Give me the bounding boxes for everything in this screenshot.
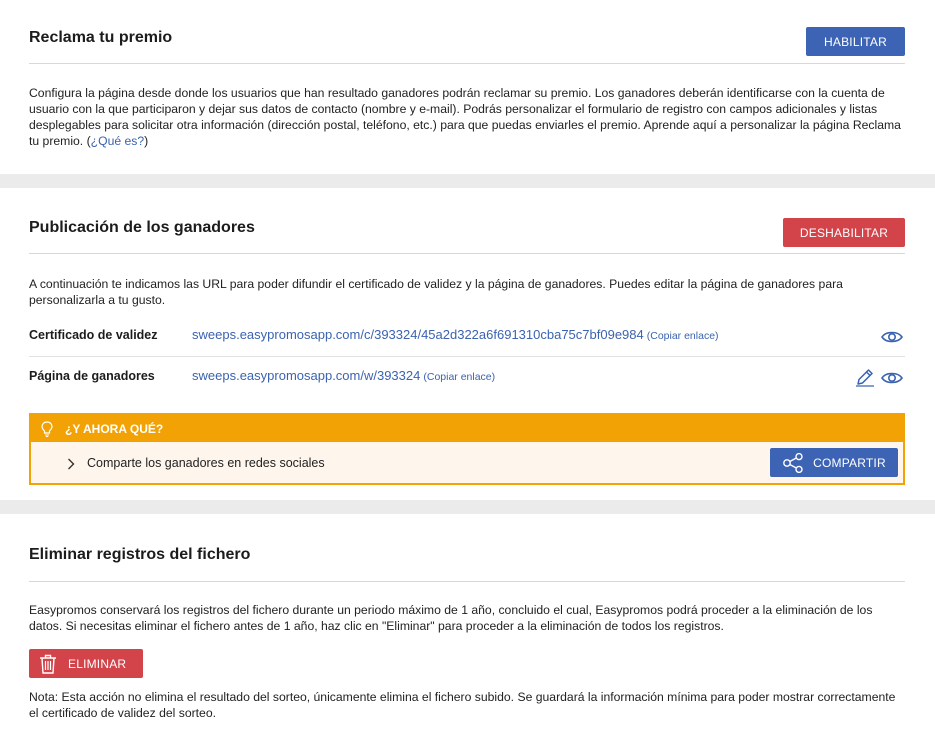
delete-records-header (29, 514, 905, 582)
winners-page-row (29, 358, 905, 398)
what-now-title: ¿Y AHORA QUÉ? (65, 422, 164, 436)
what-now-header (31, 415, 903, 442)
delete-records-title: Eliminar registros del fichero (29, 546, 251, 563)
share-button[interactable] (770, 448, 898, 477)
claim-prize-header (29, 0, 905, 64)
delete-button-label: ELIMINAR (68, 656, 127, 671)
winners-title: Publicación de los ganadores (29, 219, 255, 236)
winners-page-label: Página de ganadores (29, 369, 155, 383)
trash-icon (39, 654, 57, 674)
delete-records-panel (0, 514, 935, 751)
claim-prize-description: Configura la página desde donde los usuarios que han resultado ganadores podrán reclamar su premio. Los ganadores deberán identificarse con la cuenta de usuario con la que participaron y dejar sus datos de contacto (nombre y e-mail). Podrás personalizar el formulario de registro con campos adicionales y listas desplegables para solicitar otra información (dirección postal, teléfono, etc.) para que puedas enviarles el premio. Aprende aquí a personalizar la página Reclama tu premio. (¿Qué es?) (29, 86, 901, 148)
certificate-row (29, 317, 905, 357)
copy-certificate-link[interactable]: (Copiar enlace) (646, 330, 719, 342)
winners-publication-panel (0, 188, 935, 500)
disable-button[interactable]: DESHABILITAR (783, 218, 905, 247)
delete-note: Nota: Esta acción no elimina el resultado del sorteo, únicamente elimina el fichero subido. Se guardará la información mínima para poder mostrar correctamente el certificado de validez del sorteo. (29, 690, 896, 720)
what-is-link[interactable]: ¿Qué es? (90, 134, 145, 148)
row-divider (29, 356, 905, 357)
share-button-label: COMPARTIR (813, 455, 886, 470)
certificate-url (192, 327, 719, 342)
share-icon (782, 453, 804, 473)
what-now-box (29, 413, 905, 485)
share-winners-item: Comparte los ganadores en redes sociales (87, 456, 325, 470)
chevron-right-icon (67, 458, 75, 470)
copy-winners-page-link[interactable]: (Copiar enlace) (423, 371, 496, 383)
winners-page-url (192, 368, 495, 383)
enable-button[interactable]: HABILITAR (806, 27, 905, 56)
delete-button[interactable] (29, 649, 143, 678)
lightbulb-icon (41, 421, 53, 437)
pencil-icon[interactable] (855, 367, 875, 387)
eye-icon[interactable] (881, 330, 903, 344)
winners-page-link[interactable]: sweeps.easypromosapp.com/w/393324 (192, 368, 421, 383)
winners-header (29, 188, 905, 254)
delete-records-description: Easypromos conservará los registros del fichero durante un periodo máximo de 1 año, concluido el cual, Easypromos podrá proceder a la eliminación de los datos. Si necesitas eliminar el fichero antes de 1 año, haz clic en "Eliminar" para proceder a la eliminación de todos los registros. (29, 603, 873, 633)
winners-description: A continuación te indicamos las URL para poder difundir el certificado de validez y la página de ganadores. Puedes editar la página de ganadores para personalizarla a tu gusto. (29, 277, 843, 307)
claim-prize-title: Reclama tu premio (29, 29, 173, 46)
certificate-label: Certificado de validez (29, 328, 158, 342)
claim-prize-panel (0, 0, 935, 174)
certificate-link[interactable]: sweeps.easypromosapp.com/c/393324/45a2d322a6f691310cba75c7bf09e984 (192, 327, 644, 342)
eye-icon[interactable] (881, 371, 903, 385)
